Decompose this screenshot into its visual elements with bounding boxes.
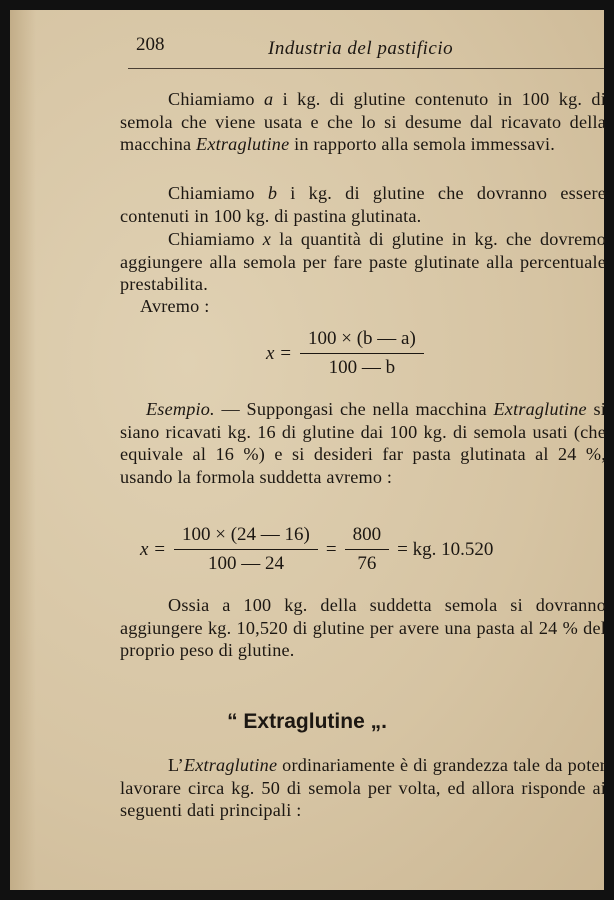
section-title: “ Extraglutine „. — [227, 710, 387, 733]
formula-general-fraction — [300, 328, 424, 379]
paragraph-example: Esempio. — Suppongasi che nella macchina Extraglutine si siano ricavati kg. 16 di glutine dai 100 kg. di semola usati (che equivale al 16 %) e si desideri far pasta glutinata al 24 %, usando la formola suddetta avremo : — [120, 399, 607, 487]
page-gutter-shadow — [10, 10, 36, 890]
paragraph-definition-b: Chiamiamo b i kg. di glutine che dovranno essere contenuti in 100 kg. di pastina glutinata. — [120, 183, 606, 226]
formula-example-denominator: 100 — 24 — [207, 553, 284, 574]
book-page — [10, 10, 607, 890]
formula-example — [140, 524, 493, 575]
paragraph-extraglutine: L’Extraglutine ordinariamente è di grandezza tale da poter lavorare circa kg. 50 di semola per volta, ed allora risponde ai seguenti dati principali : — [120, 755, 606, 820]
formula-general-lhs: x = — [266, 342, 293, 364]
formula-example-fraction-2 — [345, 524, 390, 575]
paragraph-definition-x: Chiamiamo x la quantità di glutine in kg. che dovremo aggiungere alla semola per fare paste glutinate alla percentuale prestabilita. — [120, 229, 606, 294]
paragraph-conclusion: Ossia a 100 kg. della suddetta semola si dovranno aggiungere kg. 10,520 di glutine per avere una pasta al 24 % del proprio peso di glutine. — [120, 595, 606, 660]
formula-general-numerator: 100 × (b — a) — [300, 328, 424, 354]
running-title: Industria del pastificio — [268, 38, 454, 59]
formula-example-numerator-2: 800 — [345, 524, 390, 550]
paragraph-definition-a: Chiamiamo a i kg. di glutine contenuto in 100 kg. di semola che viene usata e che lo si desume dal ricavato della macchina Extraglutine in rapporto alla semola immessavi. — [120, 89, 606, 154]
paragraph-avremo: Avremo : — [140, 296, 210, 316]
formula-general — [266, 328, 432, 379]
formula-example-denominator-2: 76 — [357, 553, 377, 574]
formula-example-lhs: x = — [140, 538, 167, 560]
formula-example-result: = kg. 10.520 — [397, 538, 494, 560]
page-number: 208 — [136, 34, 165, 55]
formula-general-denominator: 100 — b — [328, 357, 396, 378]
formula-example-numerator: 100 × (24 — 16) — [174, 524, 318, 550]
formula-example-fraction — [174, 524, 318, 575]
example-label: Esempio. — [146, 399, 215, 419]
page-header — [128, 32, 604, 69]
formula-example-equals: = — [325, 538, 337, 560]
